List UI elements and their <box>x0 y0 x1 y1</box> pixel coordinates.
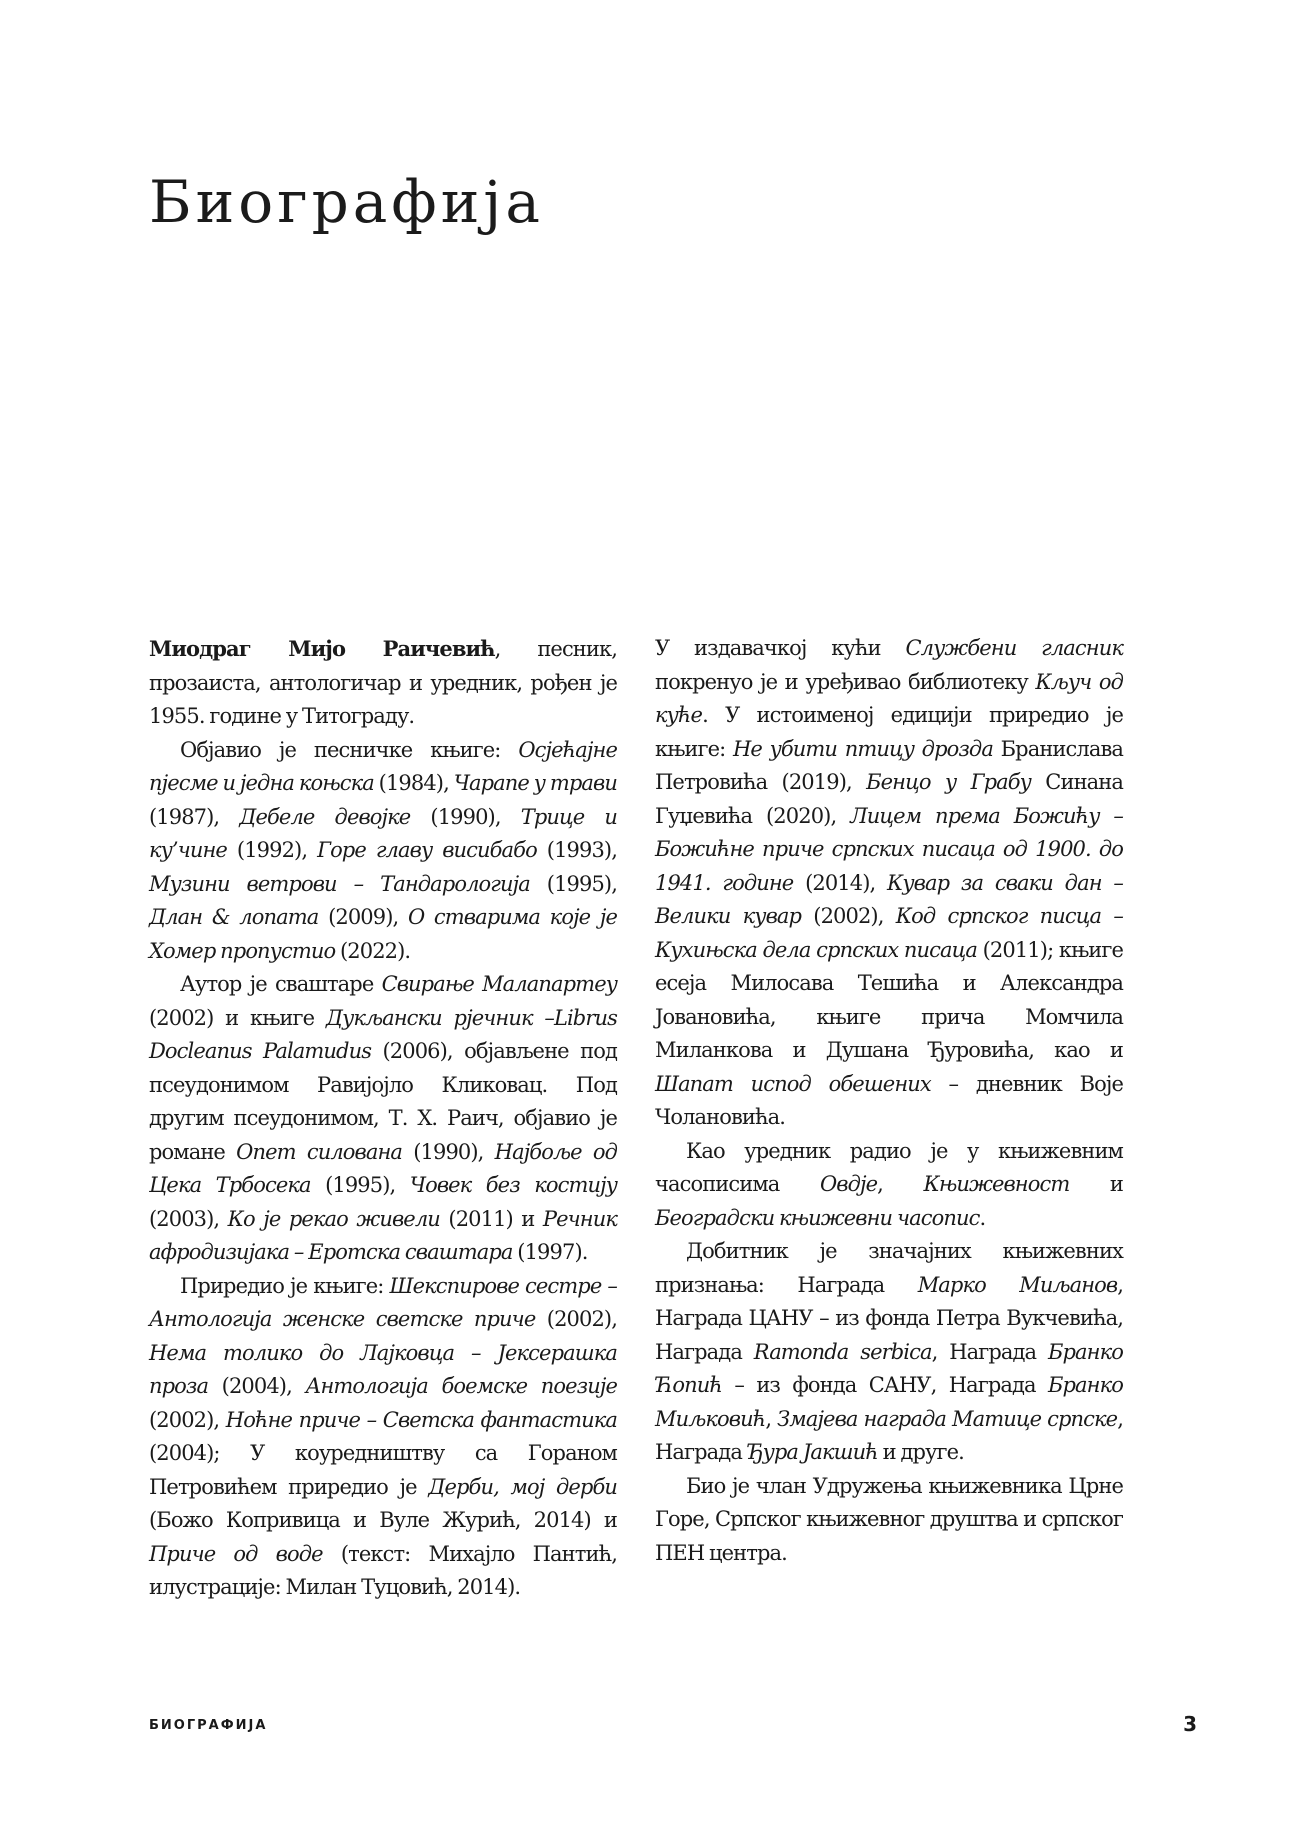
text-run: Синана Гуџевића (2020), <box>655 770 1123 828</box>
author-name: Миодраг Мијо Раичевић <box>149 636 495 661</box>
work-title: Човек без костију <box>409 1173 617 1197</box>
text-run: , Награда <box>931 1339 1048 1364</box>
work-title: Шапат испод обешених <box>655 1071 931 1096</box>
work-title: Свирање Малапартеу <box>381 972 617 996</box>
text-run: Бранислава Петровића (2019), <box>655 736 1123 794</box>
text-run: (2002), <box>535 1307 617 1331</box>
work-title: Антологија боемске поезије <box>305 1374 617 1398</box>
work-title: Бенцо у Грабу <box>866 770 1031 794</box>
text-run: , Награда ЦАНУ – из фонда Петра Вукчевића, Награда <box>655 1272 1123 1364</box>
text-run: У издавачкој кући <box>655 636 906 660</box>
text-run: (2014), <box>793 870 888 895</box>
text-run: (1995), <box>529 871 617 896</box>
text-run: (Божо Копривица и Вуле Журић, 2014) и <box>149 1508 617 1532</box>
text-run: (1984), <box>373 771 454 795</box>
text-run: (1990), <box>402 1139 495 1164</box>
work-title: Ђура Јакшић <box>746 1440 878 1464</box>
text-run: (2022). <box>335 938 411 963</box>
text-run: (1993), <box>536 838 617 862</box>
text-run: и <box>1069 1172 1123 1196</box>
work-title: Осјећајне пјесме и једна коњска <box>149 737 617 795</box>
text-run: покренуо је и уређивао библиотеку <box>655 669 1036 694</box>
work-title: Ноћне приче – Светска фантастика <box>225 1407 618 1432</box>
page-number: 3 <box>1183 1712 1197 1736</box>
work-title: Горе главу висибабо <box>317 838 537 862</box>
work-title: Лицем према Божићу – Божићне приче српских писаца од 1900. до 1941. године <box>655 803 1123 895</box>
work-title: Ко је рекао живели <box>227 1206 440 1231</box>
work-title: Ramonda serbica <box>753 1339 932 1364</box>
work-title: Бранко Ћопић <box>655 1339 1123 1397</box>
text-run: Био је члан Удружења књижевника Црне Горе, Српског књижевног друштва и српског ПЕН центра. <box>655 1473 1123 1565</box>
text-run: Објавио је песничке књиге: <box>180 737 519 762</box>
text-run: , песник, прозаиста, антологичар и уредник, рођен је 1955. године у Титограду. <box>149 637 618 728</box>
text-run: . <box>979 1205 986 1230</box>
paragraph <box>655 1470 1123 1571</box>
right-column <box>655 632 1123 1570</box>
text-run: Аутор је сваштаре <box>180 972 382 996</box>
paragraph <box>655 1135 1123 1236</box>
running-footer: БИОГРАФИЈА <box>149 1718 268 1733</box>
left-column <box>149 632 617 1605</box>
work-title: Опет силована <box>236 1139 403 1164</box>
paragraph <box>149 632 617 734</box>
text-run: (2002), <box>801 904 896 928</box>
work-title: Бранко Миљковић <box>655 1373 1123 1431</box>
text-run: Добитник је значајних књижевних признања: Награда <box>655 1239 1123 1297</box>
text-run: (2006), објављене под псеудонимом Равијојло Кликовац. Под другим псеудонимом, Т. Х. Раич, објавио је романе <box>149 1039 617 1164</box>
work-title: Овдје <box>819 1172 878 1196</box>
work-title: Дерби, мој дерби <box>428 1474 617 1499</box>
text-run: (1987), <box>149 804 240 829</box>
work-title: Дебеле девојке <box>239 804 411 829</box>
text-run: (текст: Михајло Пантић, илустрације: Милан Туцовић, 2014). <box>149 1541 617 1599</box>
page-title: Биографија <box>149 168 544 236</box>
work-title: О стварима које је Хомер пропустио <box>149 905 618 963</box>
text-run: (1997). <box>512 1240 588 1264</box>
text-run: (1992), <box>226 838 318 862</box>
work-title: Београдски књижевни часопис <box>655 1205 980 1230</box>
text-run: – дневник Воје Чолановића. <box>655 1071 1123 1129</box>
text-run: (2003), <box>149 1206 228 1231</box>
work-title: Музини ветрови – Тандарологија <box>149 871 530 896</box>
work-title: Дукљански рјечник –Librus Docleanus Palamudus <box>149 1005 617 1063</box>
text-run: и друге. <box>877 1440 964 1464</box>
text-run: , <box>877 1172 924 1196</box>
work-title: Марко Миљанов <box>917 1272 1118 1297</box>
text-run: – из фонда САНУ, Награда <box>722 1373 1048 1397</box>
work-title: Књижевност <box>923 1172 1070 1196</box>
work-title: Најбоље од Цека Трбосека <box>149 1139 617 1197</box>
text-run: , Награда <box>655 1406 1123 1464</box>
text-run: (2011) и <box>439 1206 543 1231</box>
work-title: Речник афродизијака – Еротска сваштара <box>149 1206 617 1264</box>
work-title: Змајева награда Матице српске <box>777 1406 1118 1431</box>
work-title: Службени гласник <box>905 636 1123 660</box>
work-title: Чарапе у трави <box>453 771 617 795</box>
work-title: Код српског писца – Кухињска дела српских писаца <box>655 904 1123 962</box>
text-run: (1995), <box>310 1173 410 1197</box>
work-title: Трице и ку’чине <box>149 804 617 862</box>
text-run: (2004); У коуредништву са Гораном Петровићем приредио је <box>149 1441 617 1499</box>
text-run: (2011); књиге есеја Милосава Тешића и Александра Јовановића, књиге прича Момчила Миланкова и Душана Ђуровића, као и <box>655 937 1123 1062</box>
work-title: Кључ од куће <box>655 669 1123 727</box>
text-run: , <box>765 1406 778 1431</box>
text-run: . У истоименој едицији приредио је књиге: <box>655 703 1123 761</box>
work-title: Длан & лопата <box>149 905 319 929</box>
text-run: Приредио је књиге: <box>180 1273 390 1298</box>
work-title: Не убити птицу дрозда <box>732 736 993 761</box>
text-run: (2004), <box>208 1374 306 1398</box>
text-run: (2002), <box>149 1407 226 1432</box>
text-run: (2002) и књиге <box>149 1005 326 1030</box>
paragraph <box>655 1235 1123 1470</box>
paragraph <box>655 632 1123 1135</box>
paragraph <box>149 734 617 969</box>
work-title: Шекспирове сестре – Антологија женске светске приче <box>149 1273 617 1331</box>
paragraph <box>149 1270 617 1605</box>
work-title: Кувар за сваки дан – Велики кувар <box>655 870 1123 928</box>
text-run: (2009), <box>318 905 408 929</box>
text-run: Као уредник радио је у књижевним часописима <box>655 1138 1123 1196</box>
paragraph <box>149 968 617 1270</box>
work-title: Приче од воде <box>149 1541 323 1566</box>
work-title: Нема толико до Лајковца – Јексерашка проза <box>149 1340 617 1398</box>
text-run: (1990), <box>410 804 521 829</box>
